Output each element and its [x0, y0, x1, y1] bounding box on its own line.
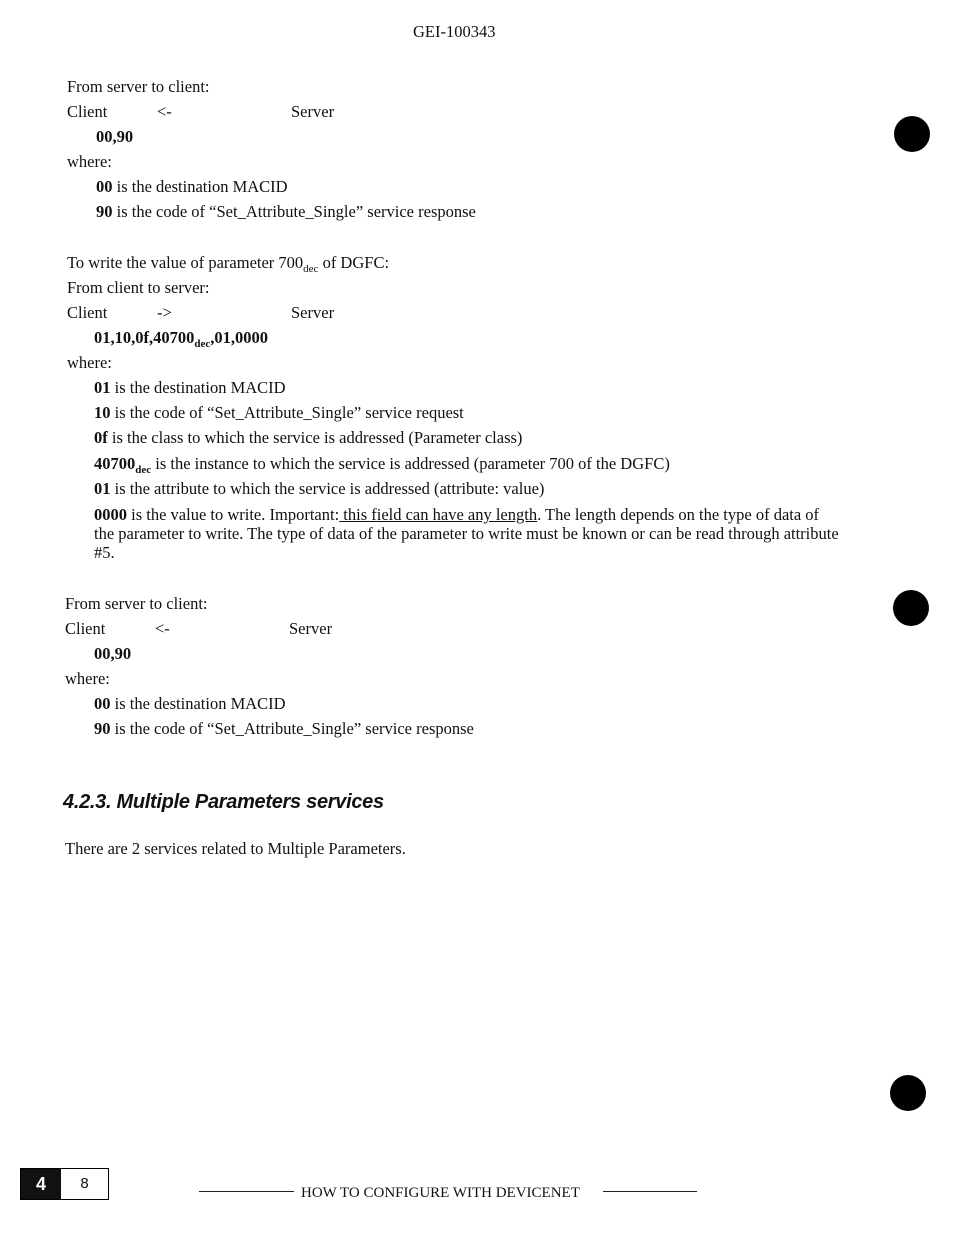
block3-line-2: 90 is the code of “Set_Attribute_Single” service response — [94, 719, 474, 738]
block2-arrow: -> — [157, 303, 172, 322]
footer-rule-right — [603, 1191, 697, 1192]
block2-value-paragraph: 0000 is the value to write. Important: this field can have any length. The length depends on the type of data of the parameter to write. The type of data of the parameter to write must be known or can be read through attribute #5. — [94, 505, 839, 562]
block2-line-5: 01 is the attribute to which the service is addressed (attribute: value) — [94, 479, 545, 498]
footer-rule-left — [199, 1191, 294, 1192]
binder-hole-dot — [890, 1075, 926, 1111]
block2-message: $01,10,0f,40700_{dec},01,0000$ — [94, 328, 269, 350]
block2-server-label: Server — [291, 303, 335, 322]
block1-server-label: Server — [291, 102, 335, 121]
block2-line-2: 10 is the code of “Set_Attribute_Single” service request — [94, 403, 464, 422]
block2-line-4: $40700_{dec}$ is the instance to which the service is addressed (parameter 700 of the DGFC) — [94, 454, 670, 476]
block3-server-label: Server — [289, 619, 333, 638]
block3-arrow: <- — [155, 619, 170, 638]
block1-heading: From server to client: — [67, 77, 210, 96]
block1-client-label: Client — [67, 102, 108, 121]
block3-line-1: 00 is the destination MACID — [94, 694, 286, 713]
footer-title: HOW TO CONFIGURE WITH DEVICENET — [301, 1185, 580, 1201]
page-number-box — [20, 1168, 109, 1200]
block2-heading: From client to server: — [67, 278, 210, 297]
block2-client-label: Client — [67, 303, 108, 322]
binder-hole-dot — [893, 590, 929, 626]
chapter-number: 4 — [21, 1169, 61, 1199]
block3-heading: From server to client: — [65, 594, 208, 613]
section-title: 4.2.3. Multiple Parameters services — [63, 791, 384, 813]
section-body: There are 2 services related to Multiple Parameters. — [65, 839, 406, 858]
block3-client-label: Client — [65, 619, 106, 638]
document-id: GEI-100343 — [413, 22, 496, 41]
binder-hole-dot — [894, 116, 930, 152]
block2-intro: To write the value of parameter $700_{dec}$ of DGFC: — [67, 253, 390, 275]
page-number: 8 — [80, 1175, 89, 1192]
block1-line-2: 90 is the code of “Set_Attribute_Single” service response — [96, 202, 476, 221]
important-note: this field can have any length — [339, 505, 538, 524]
block3-message: 00,90 — [94, 644, 132, 663]
block1-arrow: <- — [157, 102, 172, 121]
block2-where: where: — [67, 353, 112, 372]
block3-where: where: — [65, 669, 110, 688]
block2-line-1: 01 is the destination MACID — [94, 378, 286, 397]
block1-message: 00,90 — [96, 127, 134, 146]
block1-where: where: — [67, 152, 112, 171]
block2-line-3: 0f is the class to which the service is addressed (Parameter class) — [94, 428, 523, 447]
block1-line-1: 00 is the destination MACID — [96, 177, 288, 196]
